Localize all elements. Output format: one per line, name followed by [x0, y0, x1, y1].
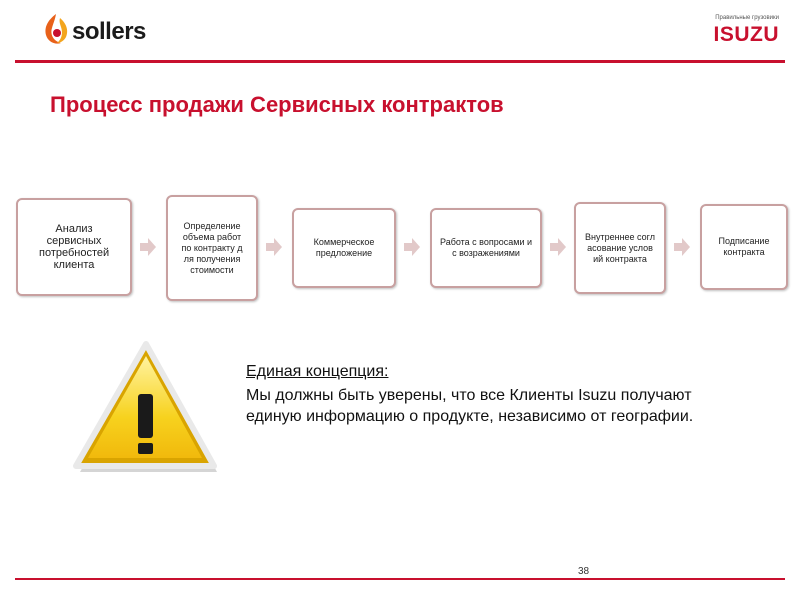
concept-heading: Единая концепция:	[246, 363, 389, 380]
partner-tagline: Правильные грузовики	[715, 15, 779, 21]
isuzu-logo	[683, 15, 779, 47]
process-step-objections	[430, 208, 542, 288]
arrow-right-icon	[140, 238, 156, 256]
step-label: Подписание контракта	[718, 236, 770, 257]
step-label: Внутреннее согласование условий контракта	[585, 231, 656, 264]
process-step-scope	[166, 195, 258, 301]
step-label: Определение объема работ по контракту для получения стоимости	[181, 220, 243, 275]
warning-icon	[72, 340, 220, 478]
partner-brand: ISUZU	[713, 23, 779, 46]
step-label: Коммерческое предложение	[313, 237, 375, 258]
step-label: Работа с вопросами и с возражениями	[439, 237, 533, 258]
arrow-right-icon	[674, 238, 690, 256]
concept-body: Мы должны быть уверены, что все Клиенты Isuzu получают единую информацию о продукте, независимо от географии.	[246, 387, 694, 425]
arrow-right-icon	[550, 238, 566, 256]
process-step-offer	[292, 208, 396, 288]
arrow-right-icon	[404, 238, 420, 256]
page-title: Процесс продажи Сервисных контрактов	[50, 92, 504, 117]
process-step-approval	[574, 202, 666, 294]
sollers-logo-icon	[42, 12, 70, 46]
arrow-right-icon	[266, 238, 282, 256]
footer-divider	[15, 578, 785, 580]
process-step-analysis	[16, 198, 132, 296]
step-label: Анализ сервисных потребностей клиента	[39, 223, 110, 271]
header-divider	[15, 60, 785, 63]
page-number: 38	[578, 566, 590, 577]
brand-name: sollers	[72, 18, 146, 45]
sollers-logo	[42, 12, 152, 48]
process-step-signing	[700, 204, 788, 290]
